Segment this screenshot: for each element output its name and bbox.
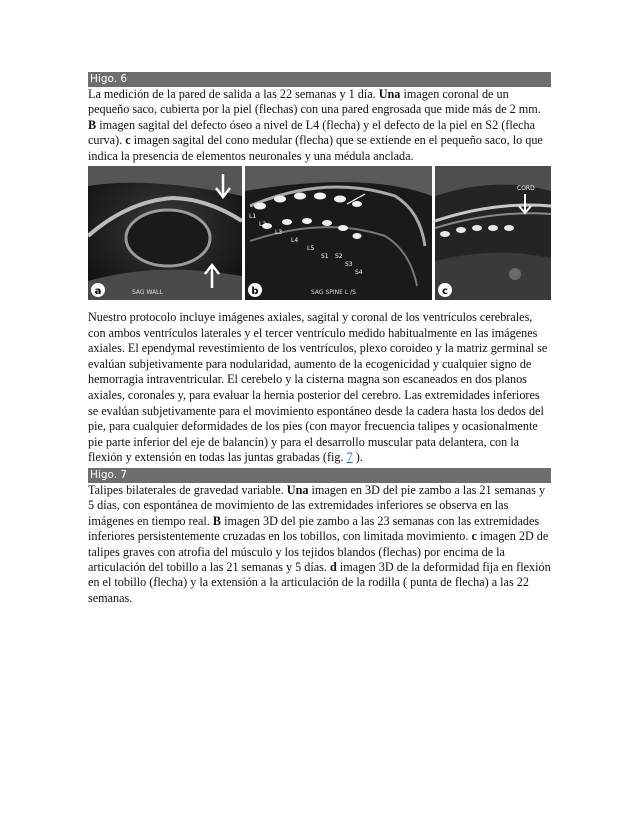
figure-7-link[interactable]: 7 bbox=[346, 450, 353, 465]
caption-text: imagen en 3D del pie zambo a las 21 semanas y 5 días, con espontánea de movimiento de las extremidades inferiores se observa en las imágenes en tiempo real. bbox=[88, 482, 546, 528]
caption-text: imagen sagital del cono medular (flecha) que se extiende en el pequeño saco, lo que indica la presencia de elementos neuronales y una médula anclada. bbox=[88, 133, 543, 163]
panel-c-letter: c bbox=[442, 286, 448, 298]
document-page bbox=[88, 72, 551, 606]
figure-6-images bbox=[88, 166, 551, 300]
caption-panel-c: c bbox=[471, 529, 477, 544]
caption-panel-a: Una bbox=[286, 482, 309, 497]
caption-panel-b: B bbox=[88, 117, 97, 132]
caption-text: imagen sagital del defecto óseo a nivel de L4 (flecha) y el defecto de la piel en S2 (flecha curva). bbox=[88, 117, 536, 148]
panel-a-footer: SAG WALL bbox=[132, 289, 163, 297]
caption-panel-d: d bbox=[330, 560, 337, 574]
panel-b-footer: SAG SPINE L /S bbox=[311, 289, 356, 297]
caption-text: imagen 2D de talipes graves con atrofia del músculo y los tejidos blandos (flechas) por encima de la articulación del tobillo a las 21 semanas y 5 días. bbox=[88, 529, 549, 574]
caption-text: imagen 3D de la deformidad fija en flexión en el tobillo (flecha) y la extensión a la articulación de la rodilla ( punta de flecha) a las 22 semanas. bbox=[88, 560, 551, 605]
figure-7-label: Higo. 7 bbox=[88, 468, 551, 483]
vertebra-label: S1 bbox=[321, 253, 329, 261]
caption-text: La medición de la pared de salida a las 22 semanas y 1 día. bbox=[88, 87, 379, 101]
vertebra-label: L1 bbox=[249, 213, 257, 221]
ultrasound-image-b bbox=[245, 166, 432, 300]
vertebra-label: L2 bbox=[259, 221, 267, 229]
caption-panel-a: Una bbox=[378, 87, 401, 101]
paragraph-end: ). bbox=[352, 450, 363, 465]
caption-panel-b: B bbox=[212, 513, 222, 528]
caption-panel-c: c bbox=[125, 133, 131, 148]
vertebra-label: L4 bbox=[291, 237, 299, 245]
caption-text: Talipes bilaterales de gravedad variable. bbox=[88, 482, 287, 497]
caption-text: imagen coronal de un pequeño saco, cubierta por la piel (flechas) con una pared engrosada que mide más de 2 mm. bbox=[88, 87, 541, 117]
caption-text: imagen 3D del pie zambo a las 23 semanas con las extremidades inferiores persistentemente cruzadas en los tobillos, con limitada movimiento. bbox=[88, 513, 540, 544]
ultrasound-image-a bbox=[88, 166, 242, 300]
body-paragraph bbox=[88, 310, 551, 466]
ultrasound-image-c bbox=[435, 166, 551, 300]
vertebra-label: S4 bbox=[355, 269, 363, 277]
vertebra-label: L5 bbox=[307, 245, 315, 253]
paragraph-text: Nuestro protocolo incluye imágenes axiales, sagital y coronal de los ventrículos cerebrales, con ambos ventrículos laterales y el tercer ventrículo medido habitualmente en las imágenes axiales. El ependymal revestimiento de los ventrículos, plexo coroideo y la matriz germinal se evalúan subjetivamente para nodularidad, aumento de la ecogenicidad y cualquier signo de hemorragia intraventricular. El cerebelo y la cisterna magna son escaneados en dos planos axiales, coronales y, para evaluar la hernia posterior del cerebro. Las extremidades inferiores se evalúan subjetivamente para el movimiento espontáneo desde la cadera hasta los dedos del pie, para cualquier deformidades de los pies (con mayor frecuencia talipes y ocasionalmente pie parte inferior del eje de balancín) y para el desarrollo muscular pata delantera, con la flexión y extensión en todas las juntas grabadas (fig. bbox=[88, 310, 548, 465]
cord-annotation: CORD bbox=[517, 185, 535, 193]
vertebra-label: S3 bbox=[345, 261, 353, 269]
vertebra-label: S2 bbox=[335, 253, 343, 261]
figure-6-caption bbox=[88, 87, 551, 164]
figure-7-caption bbox=[88, 483, 551, 606]
figure-6-label: Higo. 6 bbox=[88, 72, 551, 87]
panel-b-letter: b bbox=[251, 286, 259, 298]
vertebra-label: L3 bbox=[275, 229, 283, 237]
panel-a-letter: a bbox=[94, 286, 102, 298]
